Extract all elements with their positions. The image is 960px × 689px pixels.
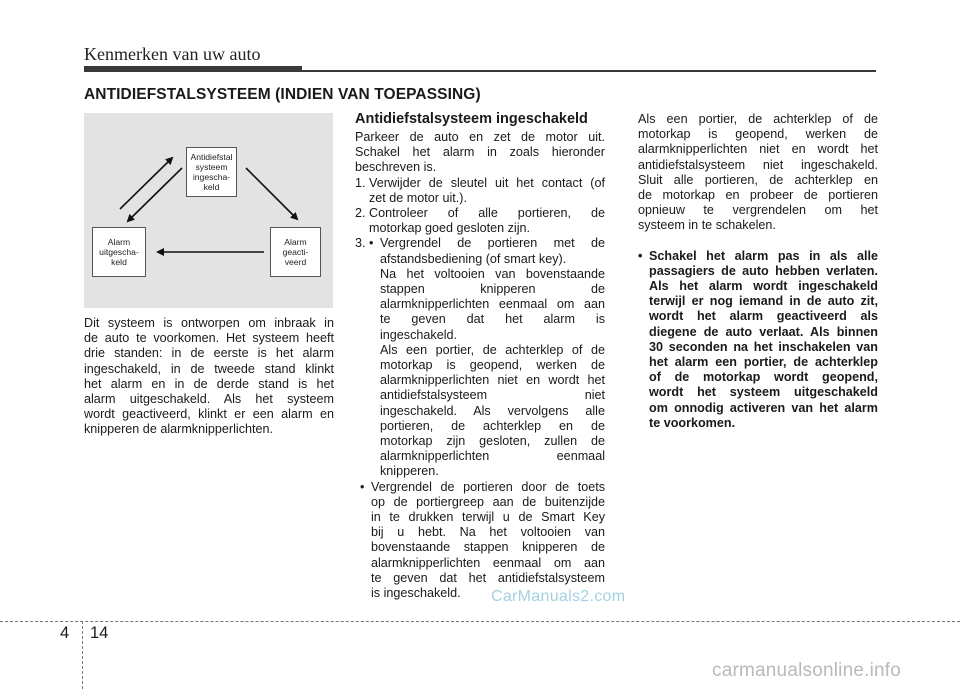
diagram-arrows [84,113,333,308]
door-open-note: Als een portier, de achterklep of de motorkap is geopend, werken de alarmknipperlichten niet en wordt het antidiefstalsysteem niet ingeschakeld. Sluit alle portieren, de achterklep en de motorkap en probeer de portieren opnieuw te vergrendelen om het systeem in te schakelen. • Schakel het alarm pas in als alle passagiers de auto hebben verlaten. Als het alarm wordt ingeschakeld terwijl er nog iemand in de auto zit, wordt het alarm geactiveerd als diegene de auto verlaat. Als binnen 30 seconden na het inschakelen van het alarm een portier, de achterklep of de motorkap wordt geopend, wordt het systeem uitgeschakeld om onnodig activeren van het alarm te voorkomen. [638,112,878,430]
smart-key-bullet: • Vergrendel de portieren door de toets op de portiergreep aan de buitenzijde in te drukken terwijl u de Smart Key bij u hebt. Na het voltooien van bovenstaande stappen knipperen de alarmknipperlichten eenmaal om aan te geven dat het antidiefstalsysteem is ingeschakeld. [360,479,605,601]
arrow-left-to-top-outer [120,158,172,209]
arrow-top-to-right [246,168,297,219]
watermark-corner: carmanualsonline.info [712,660,902,681]
section-title: ANTIDIEFSTALSYSTEEM (INDIEN VAN TOEPASSING) [84,86,481,103]
state-diagram [84,113,333,308]
intro-paragraph: Dit systeem is ontworpen om inbraak in de auto te voorkomen. Het systeem heeft drie standen: in de eerste is het alarm ingeschakeld, in de tweede stand klinkt het alarm en in de derde stand is het alarm uitgeschakeld. Als het systeem wordt geactiveerd, klinkt er een alarm en knipperen de alarmknipperlichten. [84,316,334,437]
diagram-box-disarmed: Alarm uitgescha- keld [92,227,146,277]
warning-bullet: • Schakel het alarm pas in als alle passagiers de auto hebben verlaten. Als het alarm wordt ingeschakeld terwijl er nog iemand in de auto zit, wordt het alarm geactiveerd als diegene de auto verlaat. Als binnen 30 seconden na het inschakelen van het alarm een portier, de achterklep of de motorkap wordt geopend, wordt het systeem uitgeschakeld om onnodig activeren van het alarm te voorkomen. [638,248,878,430]
arming-instructions: Parkeer de auto en zet de motor uit. Schakel het alarm in zoals hieronder beschreven is. 1. Verwijder de sleutel uit het contact (of zet de motor uit.). 2. Controleer of alle portieren, de motorkap goed gesloten zijn. 3. • Vergrendel de portieren met de afstandsbediening (of smart key). Na het voltooien van bovenstaande stappen knipperen de alarmknipperlichten eenmaal om aan te geven dat het alarm is ingeschakeld. Als een portier, de achterklep of de motorkap is geopend, werken de alarmknipperlichten niet en wordt het antidiefstalsysteem niet ingeschakeld. Als vervolgens alle portieren, de achterklep en de motorkap zijn gesloten, zullen de alarmknipperlichten eenmaal knipperen. • Vergrendel de portieren door de toets op de portiergreep aan de buitenzijde in te drukken terwijl u de Smart Key bij u hebt. Na het voltooien van bovenstaande stappen knipperen de alarmknipperlichten eenmaal om aan te geven dat het antidiefstalsysteem is ingeschakeld. [355,130,605,601]
page-header-title: Kenmerken van uw auto [84,44,261,64]
footer-divider [82,621,83,689]
footer-rule [0,621,960,622]
header-bar [84,66,302,72]
diagram-box-armed: Antidiefstal systeem ingescha- keld [186,147,237,197]
arrow-top-to-left-inner [128,168,182,221]
step-2: 2. Controleer of alle portieren, de motorkap goed gesloten zijn. [355,206,605,236]
page-number: 14 [90,624,109,642]
diagram-box-activated: Alarm geacti- veerd [270,227,321,277]
step-1: 1. Verwijder de sleutel uit het contact (of zet de motor uit.). [355,175,605,205]
step-3: 3. • Vergrendel de portieren met de afstandsbediening (of smart key). Na het voltooien van bovenstaande stappen knipperen de alarmknipperlichten eenmaal om aan te geven dat het alarm is ingeschakeld. Als een portier, de achterklep of de motorkap is geopend, werken de alarmknipperlichten niet en wordt het antidiefstalsysteem niet ingeschakeld. Als vervolgens alle portieren, de achterklep en de motorkap zijn gesloten, zullen de alarmknipperlichten eenmaal knipperen. [355,236,605,479]
header-rule [302,70,876,72]
subheading-armed: Antidiefstalsysteem ingeschakeld [355,111,588,127]
watermark-center: CarManuals2.com [491,588,626,605]
chapter-number: 4 [60,624,70,642]
